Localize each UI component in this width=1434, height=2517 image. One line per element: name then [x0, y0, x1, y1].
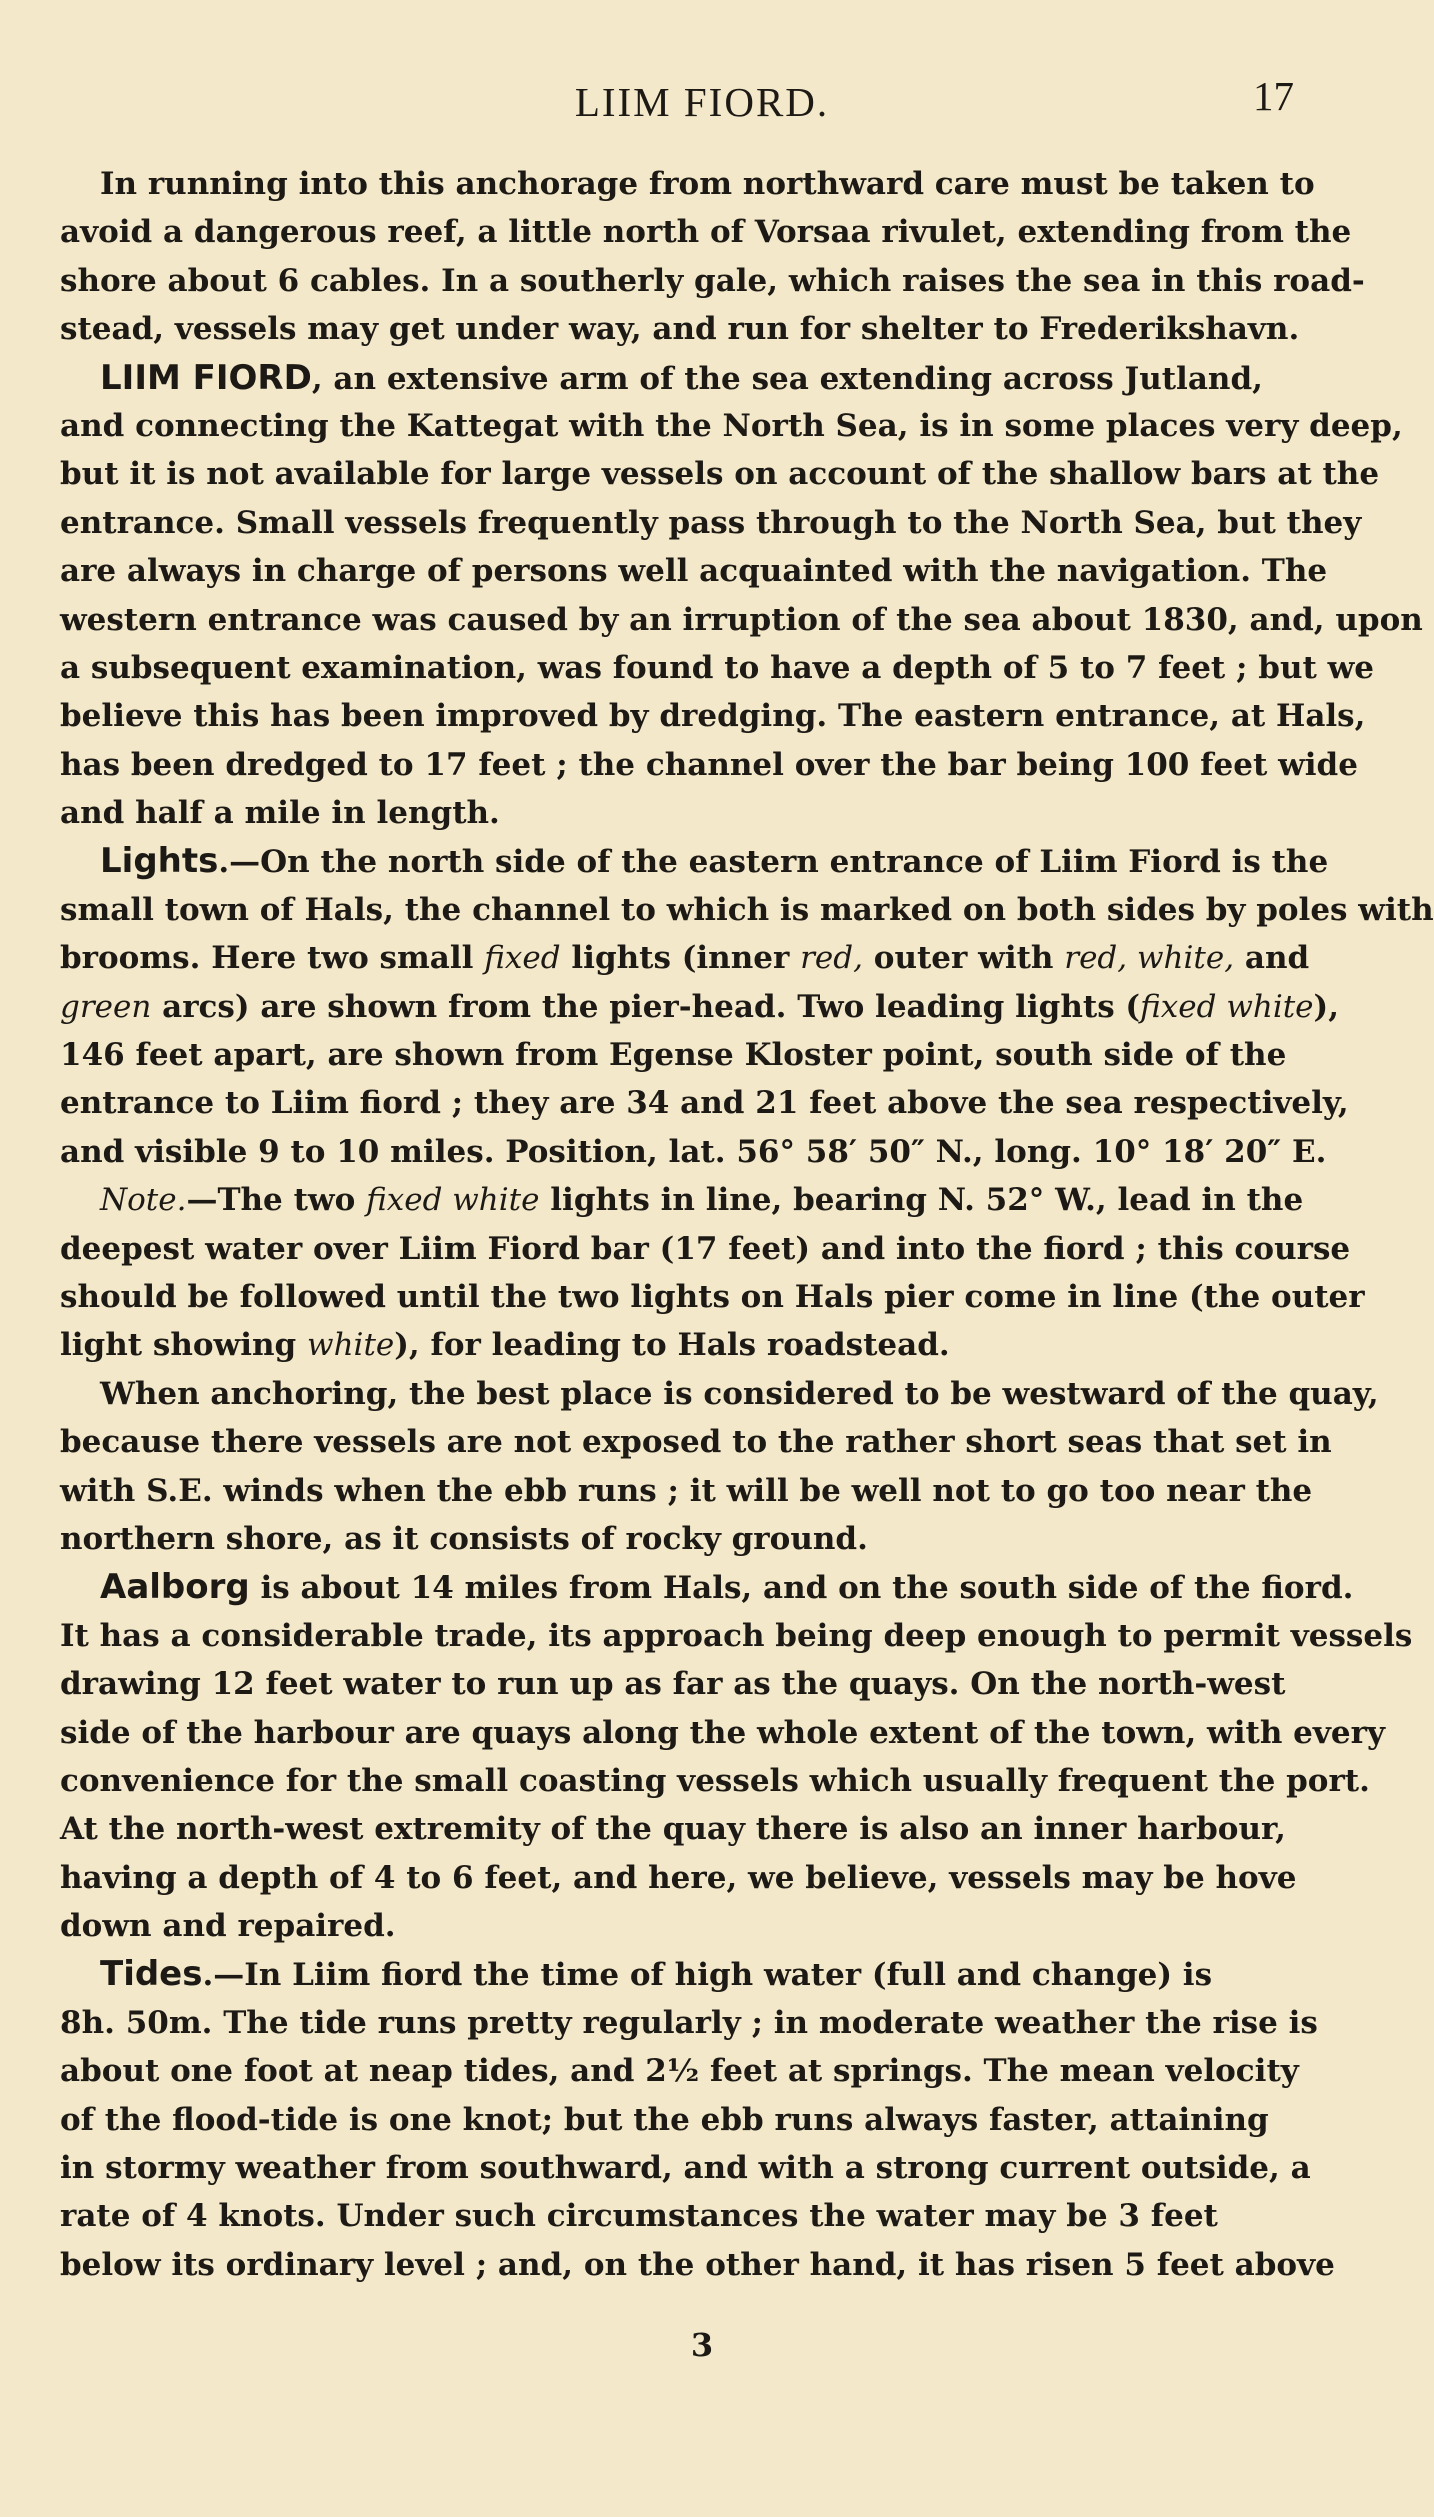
section-heading: LIIM FIORD [100, 357, 312, 398]
text-segment: about one foot at neap tides, and 2½ feet at springs. The mean velocity [60, 2053, 1299, 2090]
text-segment: and [1234, 940, 1310, 977]
text-segment: .—In Liim fiord the time of high water (full and change) is [202, 1957, 1213, 1994]
text-segment: stead, vessels may get under way, and run for shelter to Frederikshavn. [60, 311, 1300, 348]
text-segment: lights (inner [560, 940, 801, 977]
text-line [60, 160, 1315, 208]
text-line [60, 1370, 1379, 1418]
text-line [60, 644, 1375, 692]
text-segment: —The two [186, 1182, 367, 1219]
text-line [60, 2047, 1300, 2095]
text-line [60, 1515, 1300, 1563]
text-segment: In running into this anchorage from northward care must be taken to [100, 166, 1315, 202]
text-segment: believe this has been improved by dredging. The eastern entrance, at Hals, [60, 698, 1366, 735]
text-segment: small town of Hals, the channel to which is marked on both sides by poles with [60, 891, 1434, 928]
body-text [60, 160, 1434, 2289]
text-segment: ), [1313, 988, 1339, 1025]
text-line [60, 1467, 1313, 1515]
text-segment: At the north-west extremity of the quay there is also an inner harbour, [60, 1811, 1286, 1848]
text-line [60, 1660, 1300, 1708]
text-line [60, 2241, 1335, 2289]
text-segment: drawing 12 feet water to run up as far as the quays. On the north-west [60, 1666, 1286, 1703]
text-line [60, 1757, 1370, 1805]
text-segment: a subsequent examination, was found to have a depth of 5 to 7 feet ; but we [60, 649, 1375, 686]
text-line [60, 1321, 1300, 1369]
text-segment: rate of 4 knots. Under such circumstances the water may be 3 feet [60, 2198, 1218, 2235]
text-segment: 8h. 50m. The tide runs pretty regularly ; in moderate weather the rise is [60, 2004, 1318, 2041]
text-segment: .—On the north side of the eastern entrance of Liim Fiord is the [218, 844, 1329, 881]
text-line [60, 983, 1339, 1031]
italic-text: white [307, 1327, 395, 1364]
text-line [60, 2096, 1300, 2144]
text-line [60, 1902, 1300, 1950]
text-line [60, 692, 1366, 740]
text-segment: should be followed until the two lights on Hals pier come in line (the outer [60, 1278, 1365, 1315]
text-line [60, 1612, 1413, 1660]
italic-text: Note. [100, 1182, 187, 1219]
text-segment: down and repaired. [60, 1908, 396, 1945]
text-line [60, 1854, 1300, 1902]
text-line [60, 1079, 1349, 1127]
text-line [60, 402, 1403, 450]
text-line [60, 1031, 1300, 1079]
text-segment: in stormy weather from southward, and with a strong current outside, a [60, 2150, 1311, 2187]
italic-text: green [60, 988, 152, 1025]
text-line [60, 1176, 1304, 1224]
text-segment: northern shore, as it consists of rocky ground. [60, 1520, 868, 1557]
text-segment: below its ordinary level ; and, on the other hand, it has risen 5 feet above [60, 2246, 1335, 2283]
section-heading: Aalborg [100, 1567, 250, 1608]
section-heading: Tides [100, 1954, 203, 1995]
italic-text: fixed [484, 940, 561, 977]
text-line [60, 208, 1352, 256]
text-segment: convenience for the small coasting vessels which usually frequent the port. [60, 1762, 1370, 1799]
section-heading: Lights [100, 841, 219, 882]
text-segment: lights in line, bearing N. 52° W., lead in the [539, 1182, 1304, 1219]
text-segment: outer with [862, 940, 1065, 977]
page-header [0, 73, 1404, 138]
text-line [60, 2144, 1311, 2192]
text-segment: having a depth of 4 to 6 feet, and here, we believe, vessels may be hove [60, 1859, 1297, 1896]
text-line [60, 354, 1300, 402]
text-line [60, 1225, 1351, 1273]
text-line [60, 499, 1362, 547]
text-line [60, 1273, 1365, 1321]
text-segment: and visible 9 to 10 miles. Position, lat. 56° 58′ 50″ N., long. 10° 18′ 20″ E. [60, 1133, 1327, 1170]
running-title: LIIM FIORD. [574, 79, 830, 125]
text-line [60, 596, 1423, 644]
text-segment: shore about 6 cables. In a southerly gale, which raises the sea in this road- [60, 262, 1365, 299]
text-segment: and half a mile in length. [60, 795, 500, 832]
text-segment: but it is not available for large vessels on account of the shallow bars at the [60, 456, 1380, 493]
page-number: 17 [1253, 73, 1294, 119]
text-segment: It has a considerable trade, its approach being deep enough to permit vessels [60, 1617, 1413, 1654]
text-line [60, 2192, 1300, 2240]
text-segment: has been dredged to 17 feet ; the channel over the bar being 100 feet wide [60, 746, 1358, 783]
signature-mark: 3 [690, 2326, 714, 2364]
text-segment: avoid a dangerous reef, a little north of Vorsaa rivulet, extending from the [60, 214, 1352, 251]
text-segment: arcs) are shown from the pier-head. Two leading lights ( [151, 988, 1141, 1025]
text-segment: western entrance was caused by an irruption of the sea about 1830, and, upon [60, 601, 1423, 638]
text-line [60, 1805, 1300, 1853]
text-line [60, 789, 1300, 837]
italic-text: fixed white [366, 1182, 540, 1219]
text-line [60, 1418, 1332, 1466]
text-segment: because there vessels are not exposed to the rather short seas that set in [60, 1424, 1332, 1461]
text-segment: light showing [60, 1327, 308, 1364]
text-line [60, 450, 1380, 498]
text-segment: brooms. Here two small [60, 940, 485, 977]
text-segment: entrance to Liim fiord ; they are 34 and 21 feet above the sea respectively, [60, 1085, 1349, 1122]
italic-text: red, white, [1064, 940, 1235, 977]
text-segment: deepest water over Liim Fiord bar (17 feet) and into the fiord ; this course [60, 1230, 1351, 1267]
text-line [60, 886, 1434, 934]
text-segment: with S.E. winds when the ebb runs ; it will be well not to go too near the [60, 1472, 1313, 1509]
text-line [60, 1128, 1327, 1176]
text-segment: ), for leading to Hals roadstead. [394, 1327, 950, 1364]
text-segment: is about 14 miles from Hals, and on the south side of the fiord. [249, 1570, 1354, 1607]
text-line [60, 257, 1365, 305]
italic-text: fixed white [1140, 988, 1314, 1025]
text-line [60, 1950, 1300, 1998]
text-line [60, 1999, 1318, 2047]
text-segment: are always in charge of persons well acquainted with the navigation. The [60, 553, 1328, 590]
text-segment: 146 feet apart, are shown from Egense Kloster point, south side of the [60, 1037, 1287, 1074]
text-line [60, 1709, 1385, 1757]
text-segment: of the flood-tide is one knot; but the ebb runs always faster, attaining [60, 2101, 1269, 2138]
text-segment: When anchoring, the best place is considered to be westward of the quay, [100, 1375, 1379, 1412]
text-line [60, 547, 1328, 595]
text-segment: and connecting the Kattegat with the North Sea, is in some places very deep, [60, 407, 1403, 444]
text-line [60, 1563, 1354, 1611]
text-line [60, 934, 1310, 982]
text-line [60, 741, 1358, 789]
text-segment: , an extensive arm of the sea extending across Jutland, [311, 360, 1263, 397]
text-line [60, 837, 1329, 885]
text-line [60, 305, 1300, 353]
text-segment: side of the harbour are quays along the whole extent of the town, with every [60, 1714, 1385, 1751]
italic-text: red, [800, 940, 863, 977]
text-segment: entrance. Small vessels frequently pass through to the North Sea, but they [60, 504, 1362, 541]
